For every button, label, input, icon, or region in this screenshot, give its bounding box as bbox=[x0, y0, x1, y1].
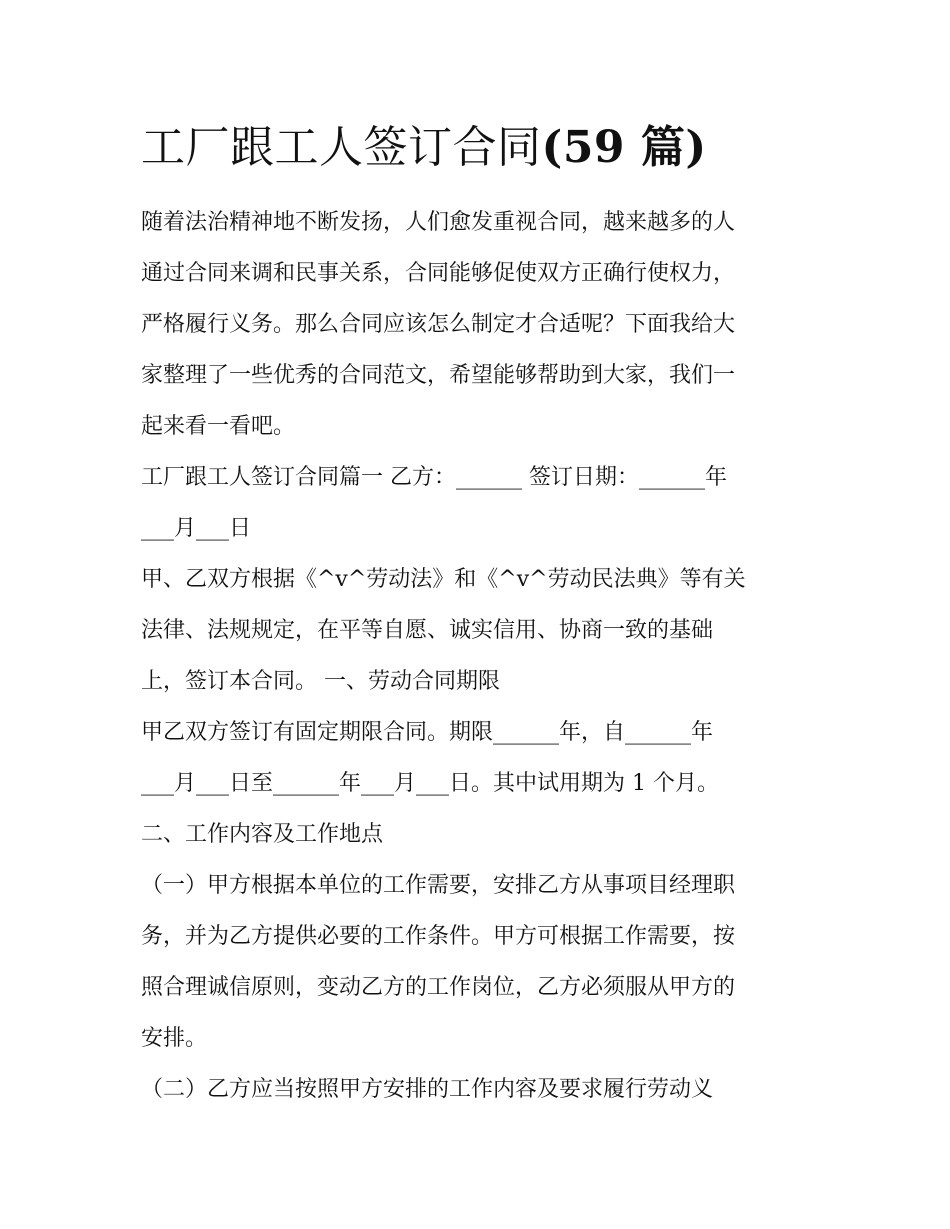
text-line: 安排。 bbox=[141, 1026, 208, 1051]
document-title bbox=[141, 118, 813, 178]
legal-basis-paragraph bbox=[141, 554, 813, 707]
title-count: (59 篇) bbox=[541, 122, 707, 173]
clause-paragraph bbox=[141, 1064, 813, 1115]
document-body bbox=[141, 118, 813, 1115]
text-line: 严格履行义务。那么合同应该怎么制定才合适呢？下面我给大 bbox=[141, 312, 736, 337]
text-line: 法律、法规规定，在平等自愿、诚实信用、协商一致的基础 bbox=[141, 618, 714, 643]
contract-term-paragraph bbox=[141, 707, 813, 809]
text-line: （一）甲方根据本单位的工作需要，安排乙方从事项目经理职 bbox=[141, 873, 736, 898]
intro-paragraph bbox=[141, 197, 813, 452]
text-line: 起来看一看吧。 bbox=[141, 414, 296, 439]
text-line: 二、工作内容及工作地点 bbox=[141, 822, 384, 847]
text-line: （二）乙方应当按照甲方安排的工作内容及要求履行劳动义 bbox=[141, 1077, 714, 1102]
text-line: 上，签订本合同。 一、劳动合同期限 bbox=[141, 669, 500, 694]
text-line: ___月___日至______年___月___日。其中试用期为 1 个月。 bbox=[141, 771, 719, 796]
contract-header-paragraph bbox=[141, 452, 813, 554]
text-line: 通过合同来调和民事关系，合同能够促使双方正确行使权力， bbox=[141, 261, 736, 286]
text-line: 家整理了一些优秀的合同范文，希望能够帮助到大家，我们一 bbox=[141, 363, 736, 388]
text-line: 随着法治精神地不断发扬，人们愈发重视合同，越来越多的人 bbox=[141, 210, 736, 235]
section-heading bbox=[141, 809, 813, 860]
title-text: 工厂跟工人签订合同 bbox=[141, 122, 542, 173]
text-line: 工厂跟工人签订合同篇一 乙方：______ 签订日期：______年 bbox=[141, 465, 727, 490]
text-line: 甲乙双方签订有固定期限合同。期限______年，自______年 bbox=[141, 720, 714, 745]
text-line: ___月___日 bbox=[141, 516, 252, 541]
text-line: 务，并为乙方提供必要的工作条件。甲方可根据工作需要，按 bbox=[141, 924, 736, 949]
text-line: 甲、乙双方根据《^v^劳动法》和《^v^劳动民法典》等有关 bbox=[141, 567, 746, 592]
text-line: 照合理诚信原则，变动乙方的工作岗位，乙方必须服从甲方的 bbox=[141, 975, 736, 1000]
clause-paragraph bbox=[141, 860, 813, 1064]
